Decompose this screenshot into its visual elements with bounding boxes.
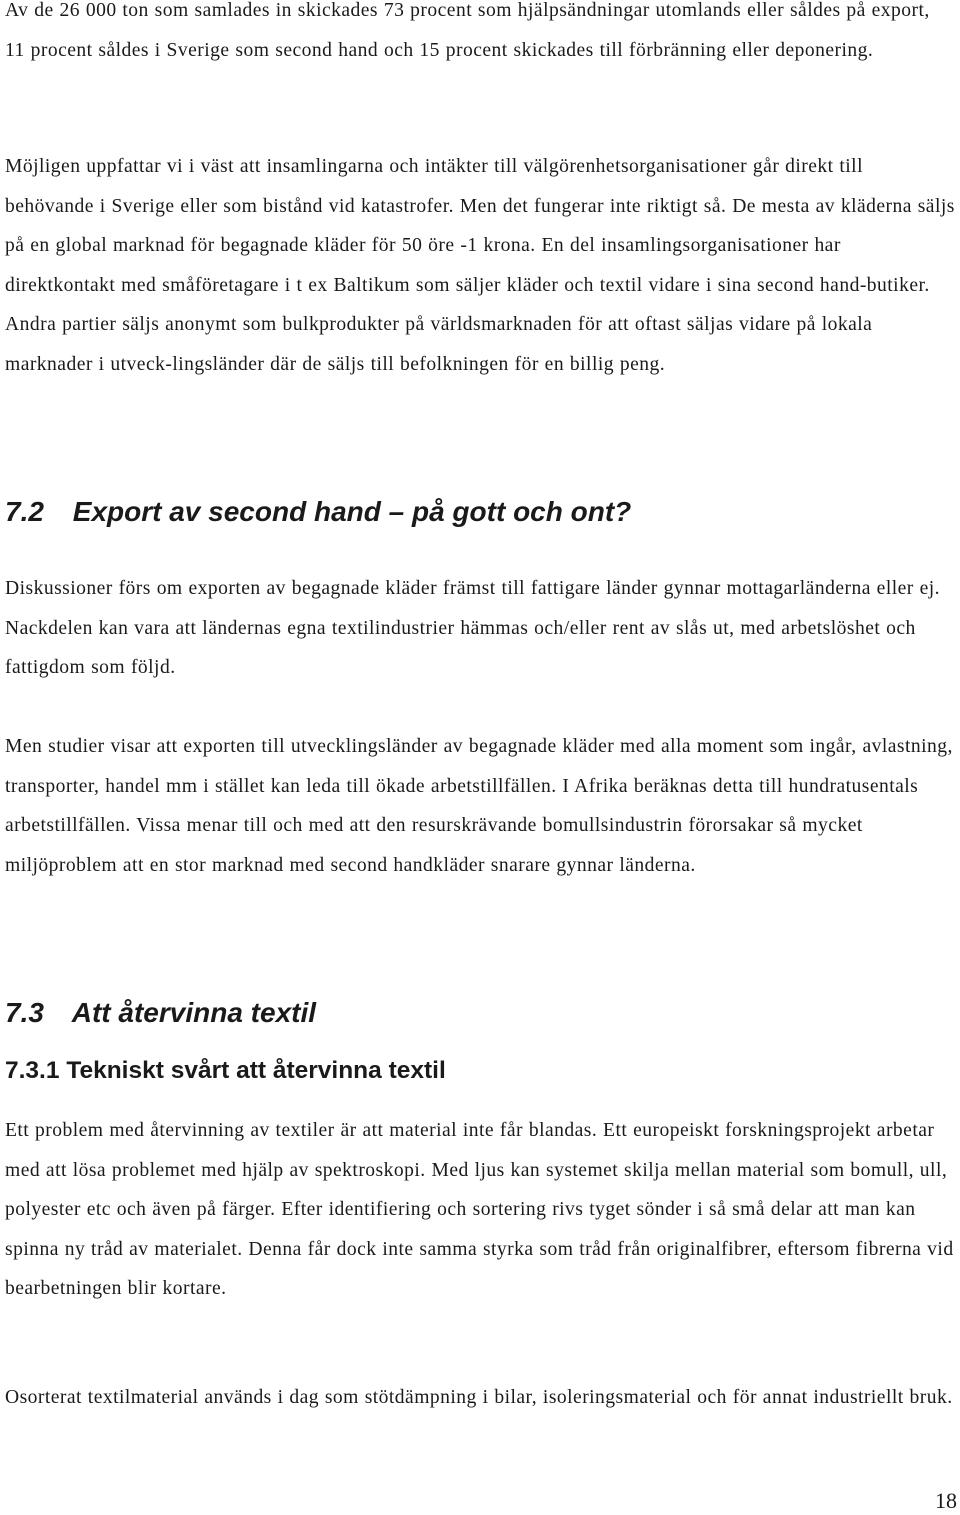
heading-7-2-number: 7.2 [5,496,44,527]
heading-7-3-1 [5,1056,446,1086]
heading-7-3-1-number: 7.3.1 [5,1057,60,1084]
heading-7-2 [5,495,631,529]
paragraph-unsorted-textiles: Osorterat textilmaterial används i dag som stötdämpning i bilar, isoleringsmaterial och för annat industriellt bruk. [5,1387,953,1408]
paragraph-recycling-problem: Ett problem med återvinning av textiler är att material inte får blandas. Ett europeiskt forskningsprojekt arbetar med att lösa problemet med hjälp av spektroskopi. Med ljus kan systemet skilja mellan material som bomull, ull, polyester etc och även på färger. Efter identifiering och sortering rivs tyget sönder i så små delar att man kan spinna ny tråd av materialet. Denna får dock inte samma styrka som tråd från originalfibrer, eftersom fibrerna vid bearbetningen blir kortare. [5,1120,954,1300]
paragraph-export-statistics: Av de 26 000 ton som samlades in skickades 73 procent som hjälpsändningar utomlands eller såldes på export, 11 procent såldes i Sverige som second hand och 15 procent skickades till förbränning eller deponering. [5,0,930,61]
heading-7-3 [5,996,316,1030]
heading-7-3-title: Att återvinna textil [71,997,317,1028]
heading-7-3-1-title: Tekniskt svårt att återvinna textil [66,1057,446,1084]
paragraph-export-debate: Diskussioner förs om exporten av begagnade kläder främst till fattigare länder gynnar mottagarländerna eller ej. Nackdelen kan vara att ländernas egna textilindustrier hämmas och/eller rent av slås ut, med arbetslöshet och fattigdom som följd. [5,578,940,679]
heading-7-3-number: 7.3 [5,997,44,1028]
page-number: 18 [935,1488,957,1513]
paragraph-global-market: Möjligen uppfattar vi i väst att insamlingarna och intäkter till välgörenhetsorganisationer går direkt till behövande i Sverige eller som bistånd vid katastrofer. Men det fungerar inte riktigt så. De mesta av kläderna säljs på en global marknad för begagnade kläder för 50 öre -1 krona. En del insamlingsorganisationer har direktkontakt med småföretagare i t ex Baltikum som säljer kläder och textil vidare i sina second hand-butiker. Andra partier säljs anonymt som bulkprodukter på världsmarknaden för att oftast säljas vidare på lokala marknader i utveck-lingsländer där de säljs till befolkningen för en billig peng. [5,156,955,375]
paragraph-employment-studies: Men studier visar att exporten till utvecklingsländer av begagnade kläder med alla moment som ingår, avlastning, transporter, handel mm i stället kan leda till ökade arbetstillfällen. I Afrika beräknas detta till hundratusentals arbetstillfällen. Vissa menar till och med att den resurskrävande bomullsindustrin förorsakar så mycket miljöproblem att en stor marknad med second handkläder snarare gynnar länderna. [5,736,953,876]
heading-7-2-title: Export av second hand – på gott och ont? [72,496,632,527]
